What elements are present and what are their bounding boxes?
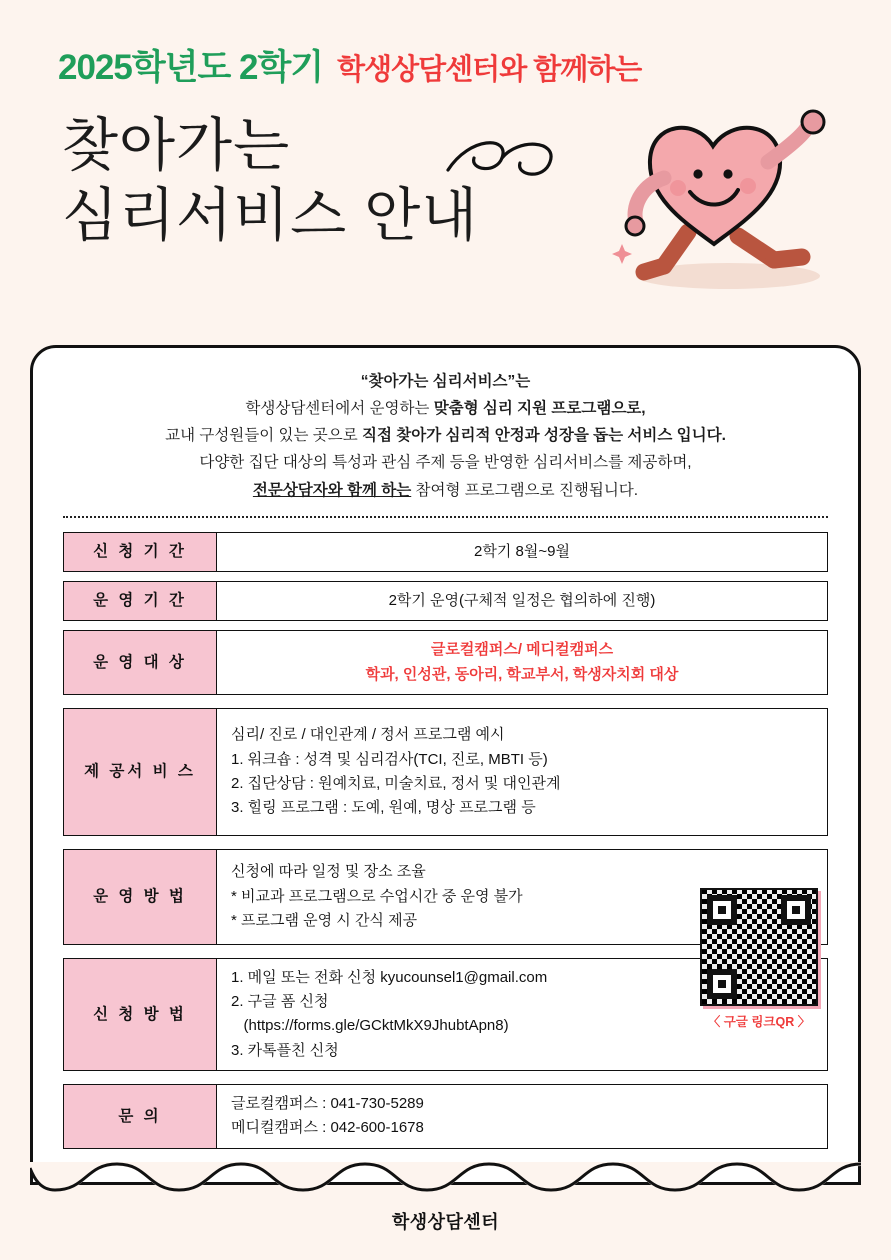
intro-line-2 [67, 395, 824, 422]
intro-line-5b: 참여형 프로그램으로 진행됩니다. [411, 481, 639, 499]
table-row-value [217, 708, 828, 836]
google-form-qr-icon[interactable] [700, 888, 818, 1006]
table-row-value [217, 1084, 828, 1149]
qr-block [696, 888, 822, 1030]
table-row-label: 문 의 [63, 1084, 217, 1149]
table-value-line: 2학기 운영(구체적 일정은 협의하에 진행) [388, 591, 656, 609]
table-value-line: 글로컬캠퍼스/ 메디컬캠퍼스 [430, 641, 614, 659]
intro-paragraph [33, 348, 858, 504]
qr-finder-bottom-left [707, 969, 737, 999]
table-value-line: (https://forms.gle/GCktMkX9JhubtApn8) [231, 1017, 509, 1035]
intro-line-4: 다양한 집단 대상의 특성과 관심 주제 등을 반영한 심리서비스를 제공하며, [199, 454, 692, 472]
table-row-value [217, 532, 828, 572]
table-value-line: 3. 카톡플친 신청 [231, 1041, 339, 1059]
table-row-label: 제 공 서 비 스 [63, 708, 217, 836]
table-row [63, 1084, 828, 1149]
table-value-line: 2학기 8월~9월 [474, 542, 570, 560]
headline-row [0, 40, 891, 90]
table-row-value [217, 581, 828, 621]
footer-org: 학생상담센터 [391, 1212, 500, 1232]
table-value-line: 신청에 따라 일정 및 장소 조율 [231, 863, 426, 881]
qr-caption: 〈 구글 링크QR 〉 [707, 1015, 811, 1029]
table-value-line: 학과, 인성관, 동아리, 학교부서, 학생자치회 대상 [365, 665, 679, 683]
table-row-label: 운 영 방 법 [63, 849, 217, 945]
heart-mascot-icon [578, 104, 848, 309]
poster-title-line-2: 심리서비스 안내 [62, 183, 479, 249]
intro-line-5 [67, 477, 824, 504]
table-value-line: 2. 집단상담 : 원예치료, 미술치료, 정서 및 대인관계 [231, 774, 561, 792]
table-row [63, 581, 828, 621]
squiggle-decoration-icon [440, 130, 570, 205]
table-row-label: 신 청 기 간 [63, 532, 217, 572]
intro-line-3 [67, 422, 824, 449]
table-row [63, 630, 828, 695]
table-row [63, 708, 828, 836]
table-value-line: * 비교과 프로그램으로 수업시간 중 운영 불가 [231, 887, 523, 905]
divider [63, 516, 828, 518]
info-card [30, 345, 861, 1185]
qr-finder-top-right [781, 895, 811, 925]
intro-line-2a: 학생상담센터에서 운영하는 [245, 400, 434, 418]
info-table [33, 532, 858, 1149]
table-value-line: 2. 구글 폼 신청 [231, 993, 329, 1011]
table-value-line: 3. 힐링 프로그램 : 도예, 원예, 명상 프로그램 등 [231, 799, 536, 817]
table-value-line: * 프로그램 운영 시 간식 제공 [231, 911, 418, 929]
table-row-value [217, 630, 828, 695]
table-value-line: 심리/ 진로 / 대인관계 / 정서 프로그램 예시 [231, 726, 505, 744]
headline-subtitle: 학생상담센터와 함께하는 [337, 54, 642, 86]
intro-line-1: “찾아가는 심리서비스”는 [360, 373, 531, 390]
card-scallop-edge [30, 1162, 861, 1196]
poster-title-line-1: 찾아가는 [62, 113, 291, 178]
table-value-line: 1. 워크숍 : 성격 및 심리검사(TCI, 진로, MBTI 등) [231, 750, 548, 768]
table-value-line: 글로컬캠퍼스 : 041-730-5289 [231, 1095, 424, 1112]
intro-line-3b: 직접 찾아가 심리적 안정과 성장을 돕는 서비스 입니다. [362, 427, 726, 445]
intro-line-5a: 전문상담자와 함께 하는 [252, 481, 412, 499]
table-row [63, 532, 828, 572]
table-row-label: 운 영 기 간 [63, 581, 217, 621]
headline-year: 2025학년도 2학기 [58, 48, 324, 87]
title-block [0, 112, 891, 312]
intro-line-3a: 교내 구성원들이 있는 곳으로 [165, 427, 363, 445]
qr-finder-top-left [707, 895, 737, 925]
table-value-line: 메디컬캠퍼스 : 042-600-1678 [231, 1119, 424, 1137]
poster-header [0, 0, 891, 312]
table-row-label: 신 청 방 법 [63, 958, 217, 1071]
intro-line-2b: 맞춤형 심리 지원 프로그램으로, [433, 400, 646, 418]
table-value-line: 1. 메일 또는 전화 신청 kyucounsel1@gmail.com [231, 968, 548, 986]
table-row-label: 운 영 대 상 [63, 630, 217, 695]
